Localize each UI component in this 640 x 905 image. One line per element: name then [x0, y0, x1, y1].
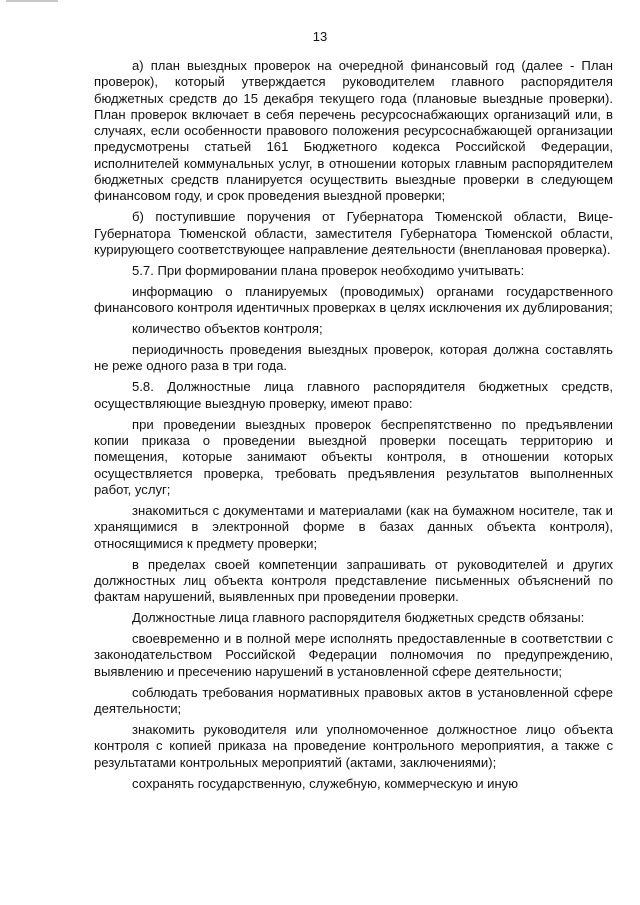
paragraph-right-documents: знакомиться с документами и материалами (как на бумажном носителе, так и хранящимися в электронной форме в базах данных объекта контроля), относящимися к предмету проверки; [94, 502, 613, 551]
paragraph-orders-b: б) поступившие поручения от Губернатора Тюменской области, Вице-Губернатора Тюменской области, заместителя Губернатора Тюменской области, курирующего соответствующее направление деятельности (внеплановая проверка). [94, 209, 613, 257]
paragraph-5-7: 5.7. При формировании плана проверок необходимо учитывать: [132, 262, 525, 278]
paragraph-info: информацию о планируемых (проводимых) органами государственного финансового контроля идентичных проверках в целях исключения их дублирования; [94, 283, 613, 316]
scan-edge-mark [6, 0, 58, 2]
paragraph-periodicity: периодичность проведения выездных проверок, которая должна составлять не реже одного раза в три года. [94, 342, 613, 374]
paragraph-count: количество объектов контроля; [132, 321, 323, 337]
page-number: 13 [312, 29, 328, 44]
paragraph-plan-a: а) план выездных проверок на очередной финансовый год (далее - План проверок), который утверждается руководителем главного распорядителя бюджетных средств до 15 декабря текущего года (плановые выездные проверки). План проверок включает в себя перечень ресурсоснабжающих организаций или, в случаях, если особенности правового положения ресурсоснабжающей организации предусмотрены статьей 161 Бюджетного кодекса Российской Федерации, исполнителей коммунальных услуг, в отношении которых главным распорядителем бюджетных средств планируется осуществить выездные проверки в следующем финансовом году, и срок проведения выездной проверки; [94, 58, 613, 204]
paragraph-duty-comply: соблюдать требования нормативных правовых актов в установленной сфере деятельности; [94, 684, 613, 716]
document-body [94, 58, 613, 796]
paragraph-duty-preserve: сохранять государственную, служебную, коммерческую и иную [132, 775, 519, 791]
paragraph-duty-familiarize: знакомить руководителя или уполномоченное должностное лицо объекта контроля с копией приказа на проведение контрольного мероприятия, а также с результатами контрольных мероприятий (актами, заключениями); [94, 721, 613, 770]
paragraph-5-8: 5.8. Должностные лица главного распорядителя бюджетных средств, осуществляющие выездную проверку, имеют право: [94, 379, 613, 411]
paragraph-right-visit: при проведении выездных проверок беспрепятственно по предъявлении копии приказа о проведении выездной проверки посещать территорию и помещения, которые занимают объекты контроля, в отношении которых осуществляется проверка, требовать предъявления результатов выполненных работ, услуг; [94, 416, 613, 497]
paragraph-duties: Должностные лица главного распорядителя бюджетных средств обязаны: [132, 610, 585, 626]
paragraph-duty-perform: своевременно и в полной мере исполнять предоставленные в соответствии с законодательством Российской Федерации полномочия по предупреждению, выявлению и пресечению нарушений в установленной сфере деятельности; [94, 631, 613, 679]
paragraph-right-request: в пределах своей компетенции запрашивать от руководителей и других должностных лиц объекта контроля представление письменных объяснений по фактам нарушений, выявленных при проведении проверки. [94, 556, 613, 605]
